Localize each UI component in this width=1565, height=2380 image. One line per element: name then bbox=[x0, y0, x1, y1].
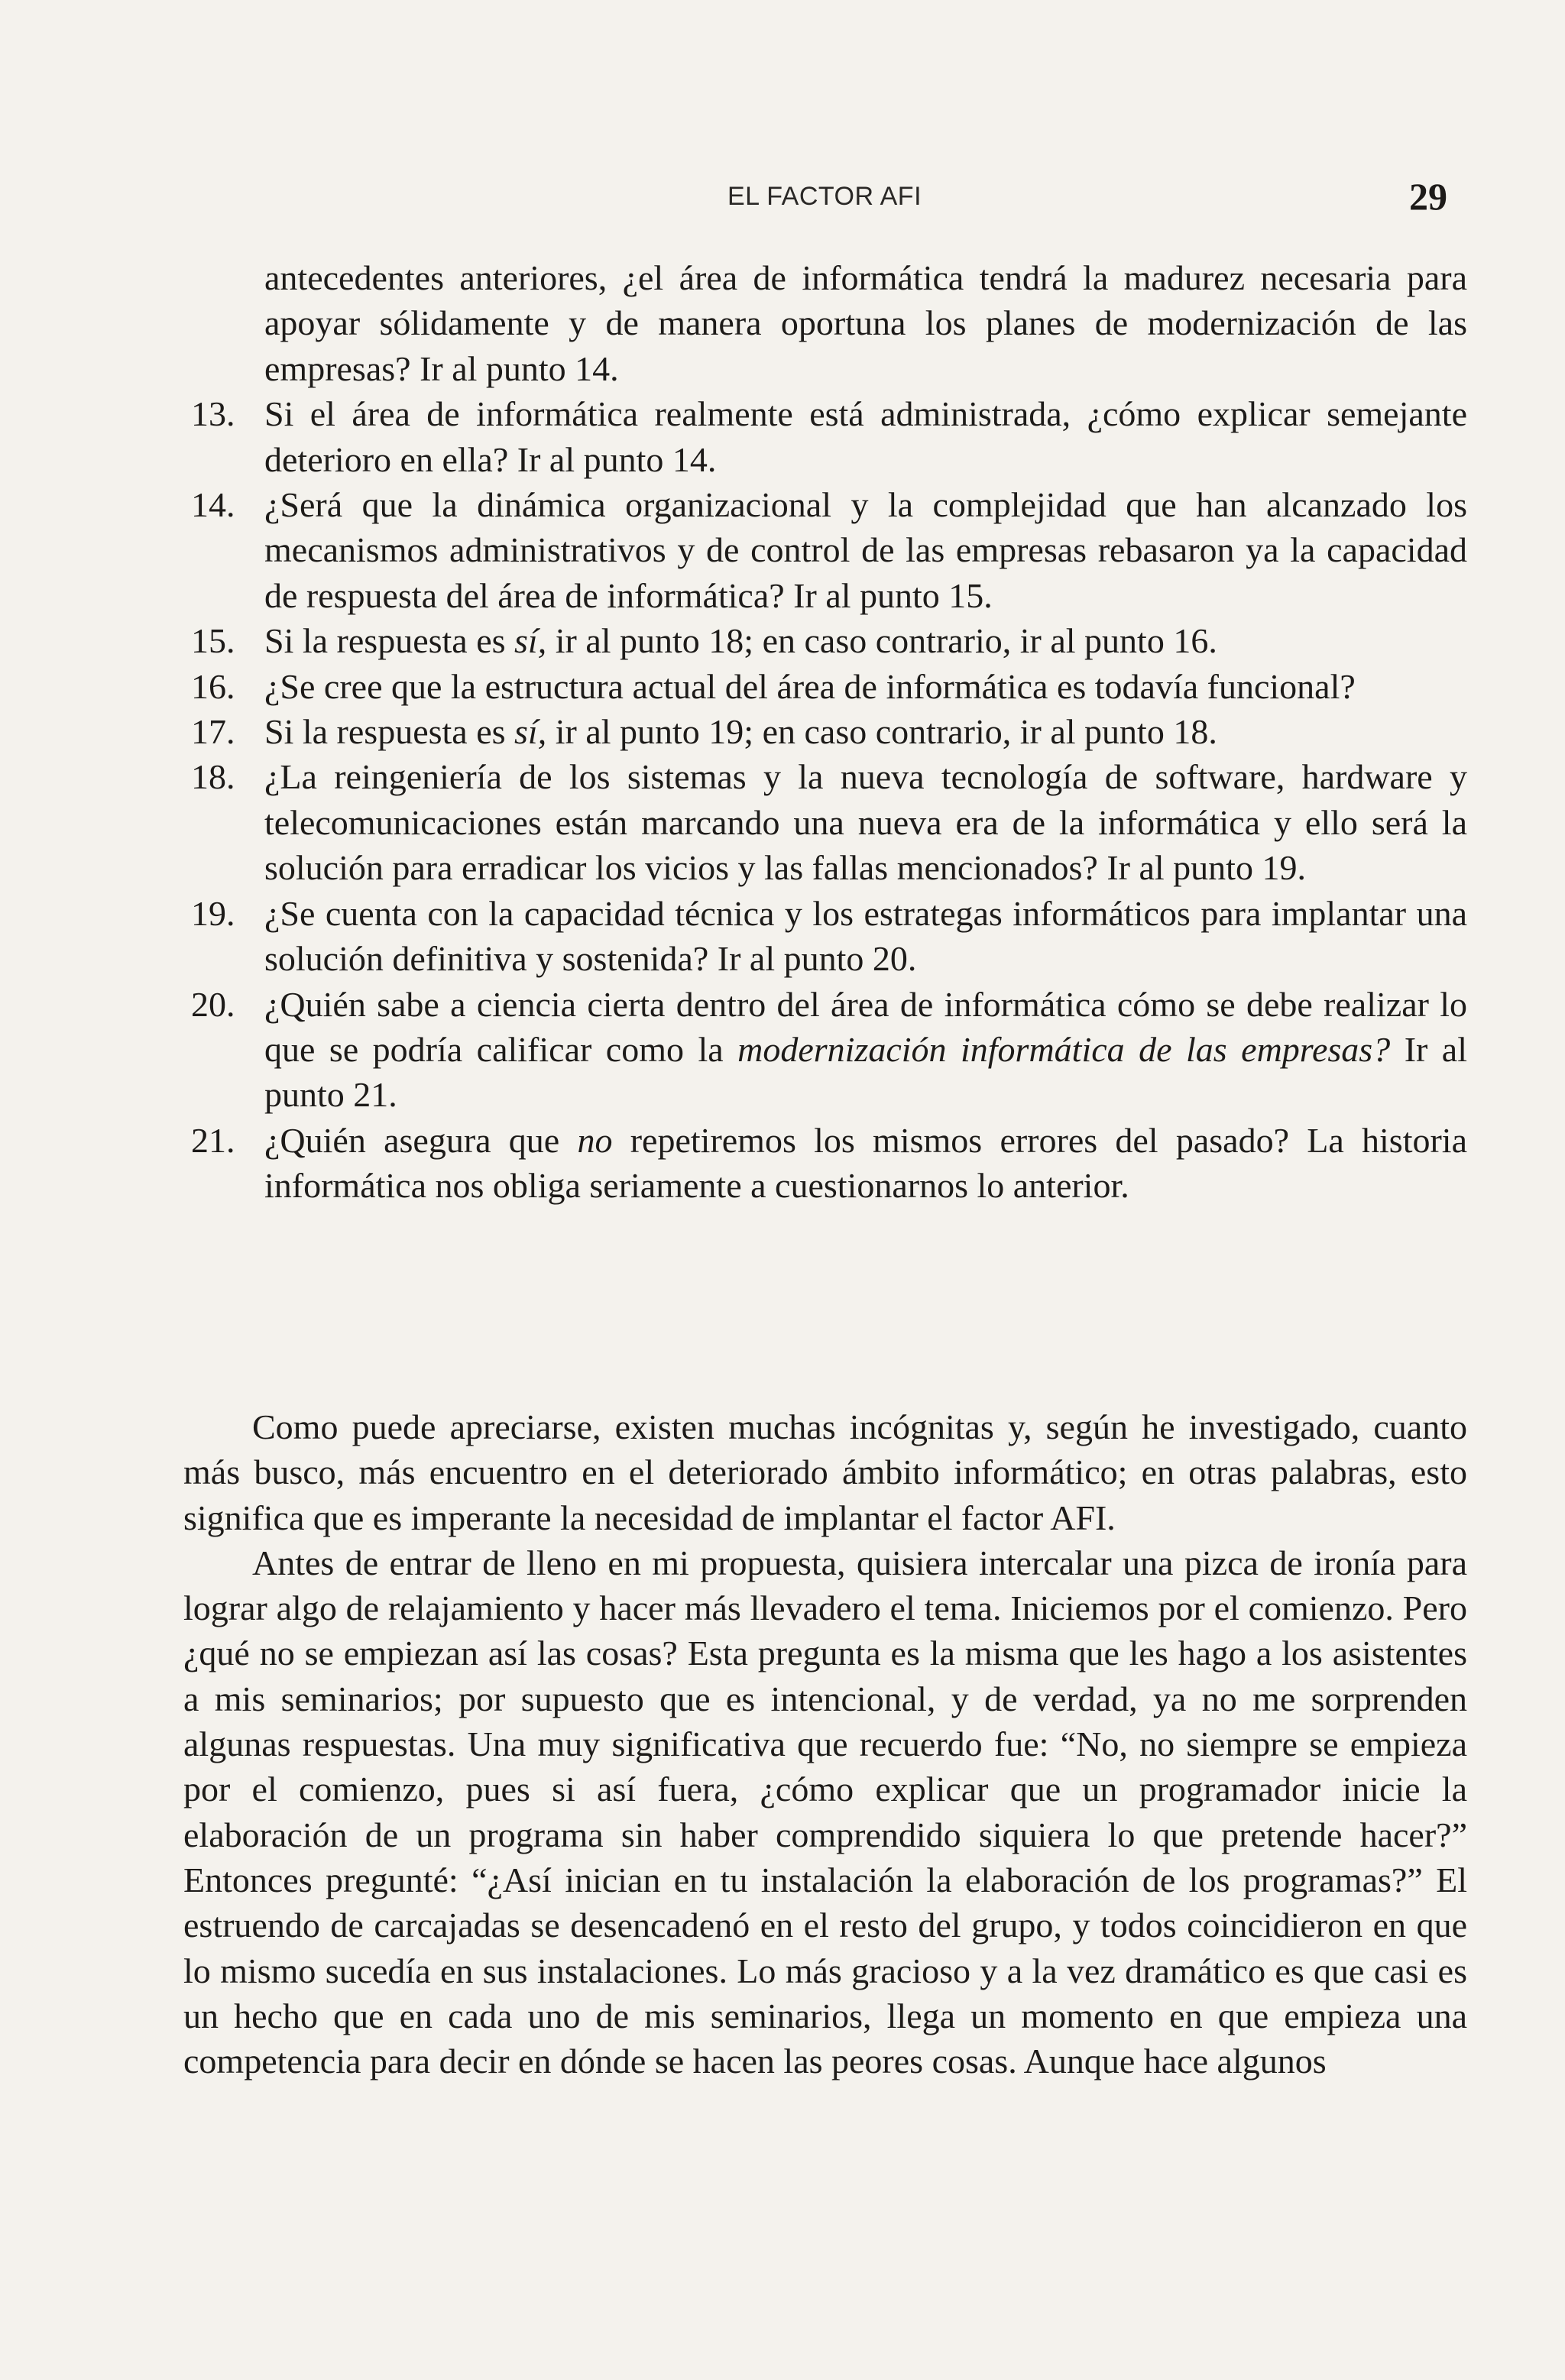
list-item bbox=[191, 391, 1467, 482]
list-item-text: Si el área de informática realmente está administrada, ¿cómo explicar semejante deterioro en ella? Ir al punto 14. bbox=[264, 394, 1467, 479]
list-item-text: ¿Quién sabe a ciencia cierta dentro del área de informática cómo se debe realizar lo que se podría calificar como la bbox=[264, 984, 1467, 1069]
numbered-list bbox=[191, 255, 1467, 1209]
list-item bbox=[191, 482, 1467, 618]
list-item-number: 14. bbox=[191, 485, 235, 525]
list-item bbox=[191, 754, 1467, 890]
list-item-number: 18. bbox=[191, 757, 235, 797]
list-item-text: antecedentes anteriores, ¿el área de informática tendrá la madurez necesaria para apoyar sólidamente y de manera oportuna los planes de modernización de las empresas? Ir al punto 14. bbox=[264, 258, 1467, 388]
list-item-text: ¿La reingeniería de los sistemas y la nueva tecnología de software, hardware y telecomunicaciones están marcando una nueva era de la informática y ello será la solución para erradicar los vicios y las fallas mencionados? Ir al punto 19. bbox=[264, 757, 1467, 888]
list-item-text: Ir al punto 21. bbox=[264, 1029, 1467, 1115]
list-item-number: 16. bbox=[191, 666, 235, 706]
list-item-number: 19. bbox=[191, 893, 235, 933]
list-item-number: 15. bbox=[191, 621, 235, 661]
list-item-text: Si la respuesta es bbox=[264, 712, 515, 752]
paragraph: Como puede apreciarse, existen muchas incógnitas y, según he investigado, cuanto más busco, más encuentro en el deteriorado ámbito informático; en otras palabras, esto significa que es imperante la necesidad de implantar el factor AFI. bbox=[183, 1407, 1467, 1537]
list-item bbox=[191, 982, 1467, 1118]
list-item-text: ¿Será que la dinámica organizacional y la complejidad que han alcanzado los mecanismos administrativos y de control de las empresas rebasaron ya la capacidad de respuesta del área de informática? Ir al punto 15. bbox=[264, 485, 1467, 615]
emphasized-text: modernización informática de las empresas? bbox=[737, 1029, 1391, 1069]
emphasized-text: sí, bbox=[514, 712, 547, 752]
list-item-text: ir al punto 19; en caso contrario, ir al punto 18. bbox=[546, 712, 1217, 752]
running-title: EL FACTOR AFI bbox=[727, 182, 922, 211]
emphasized-text: sí, bbox=[514, 621, 547, 661]
list-item-text: repetiremos los mismos errores del pasado? La historia informática nos obliga seriamente a cuestionarnos lo anterior. bbox=[264, 1120, 1467, 1206]
list-item bbox=[191, 891, 1467, 982]
running-head bbox=[0, 174, 1565, 220]
list-item-text: ir al punto 18; en caso contrario, ir al punto 16. bbox=[546, 621, 1217, 661]
list-item bbox=[191, 709, 1467, 754]
paragraph: Antes de entrar de lleno en mi propuesta, quisiera intercalar una pizca de ironía para lograr algo de relajamiento y hacer más llevadero el tema. Iniciemos por el comienzo. Pero ¿qué no se empiezan así las cosas? Esta pregunta es la misma que les hago a los asistentes a mis seminarios; por supuesto que es intencional, y de verdad, ya no me sorprenden algunas respuestas. Una muy significativa que recuerdo fue: “No, no siempre se empieza por el comienzo, pues si así fuera, ¿cómo explicar que un programador inicie la elaboración de un programa sin haber comprendido siquiera lo que pretende hacer?” Entonces pregunté: “¿Así inician en tu instalación la elaboración de los programas?” El estruendo de carcajadas se desencadenó en el resto del grupo, y todos coincidieron en que lo mismo sucedía en sus instalaciones. Lo más gracioso y a la vez dramático es que casi es un hecho que en cada uno de mis seminarios, llega un momento en que empieza una competencia para decir en dónde se hacen las peores cosas. Aunque hace algunos bbox=[183, 1543, 1467, 2081]
list-item bbox=[191, 618, 1467, 663]
list-item-number: 21. bbox=[191, 1120, 235, 1160]
list-item bbox=[191, 1118, 1467, 1209]
page-number: 29 bbox=[1409, 175, 1447, 218]
list-item-number: 20. bbox=[191, 984, 235, 1024]
emphasized-text: no bbox=[577, 1120, 613, 1160]
body-text bbox=[183, 1404, 1467, 2084]
list-item-text: ¿Se cree que la estructura actual del área de informática es todavía funcional? bbox=[264, 666, 1356, 706]
list-item-text: ¿Quién asegura que bbox=[264, 1120, 578, 1160]
list-item bbox=[191, 255, 1467, 391]
list-item-number: 17. bbox=[191, 712, 235, 752]
list-item-number: 13. bbox=[191, 394, 235, 434]
list-item-text: Si la respuesta es bbox=[264, 621, 515, 661]
list-item bbox=[191, 664, 1467, 709]
list-item-text: ¿Se cuenta con la capacidad técnica y los estrategas informáticos para implantar una solución definitiva y sostenida? Ir al punto 20. bbox=[264, 893, 1467, 979]
